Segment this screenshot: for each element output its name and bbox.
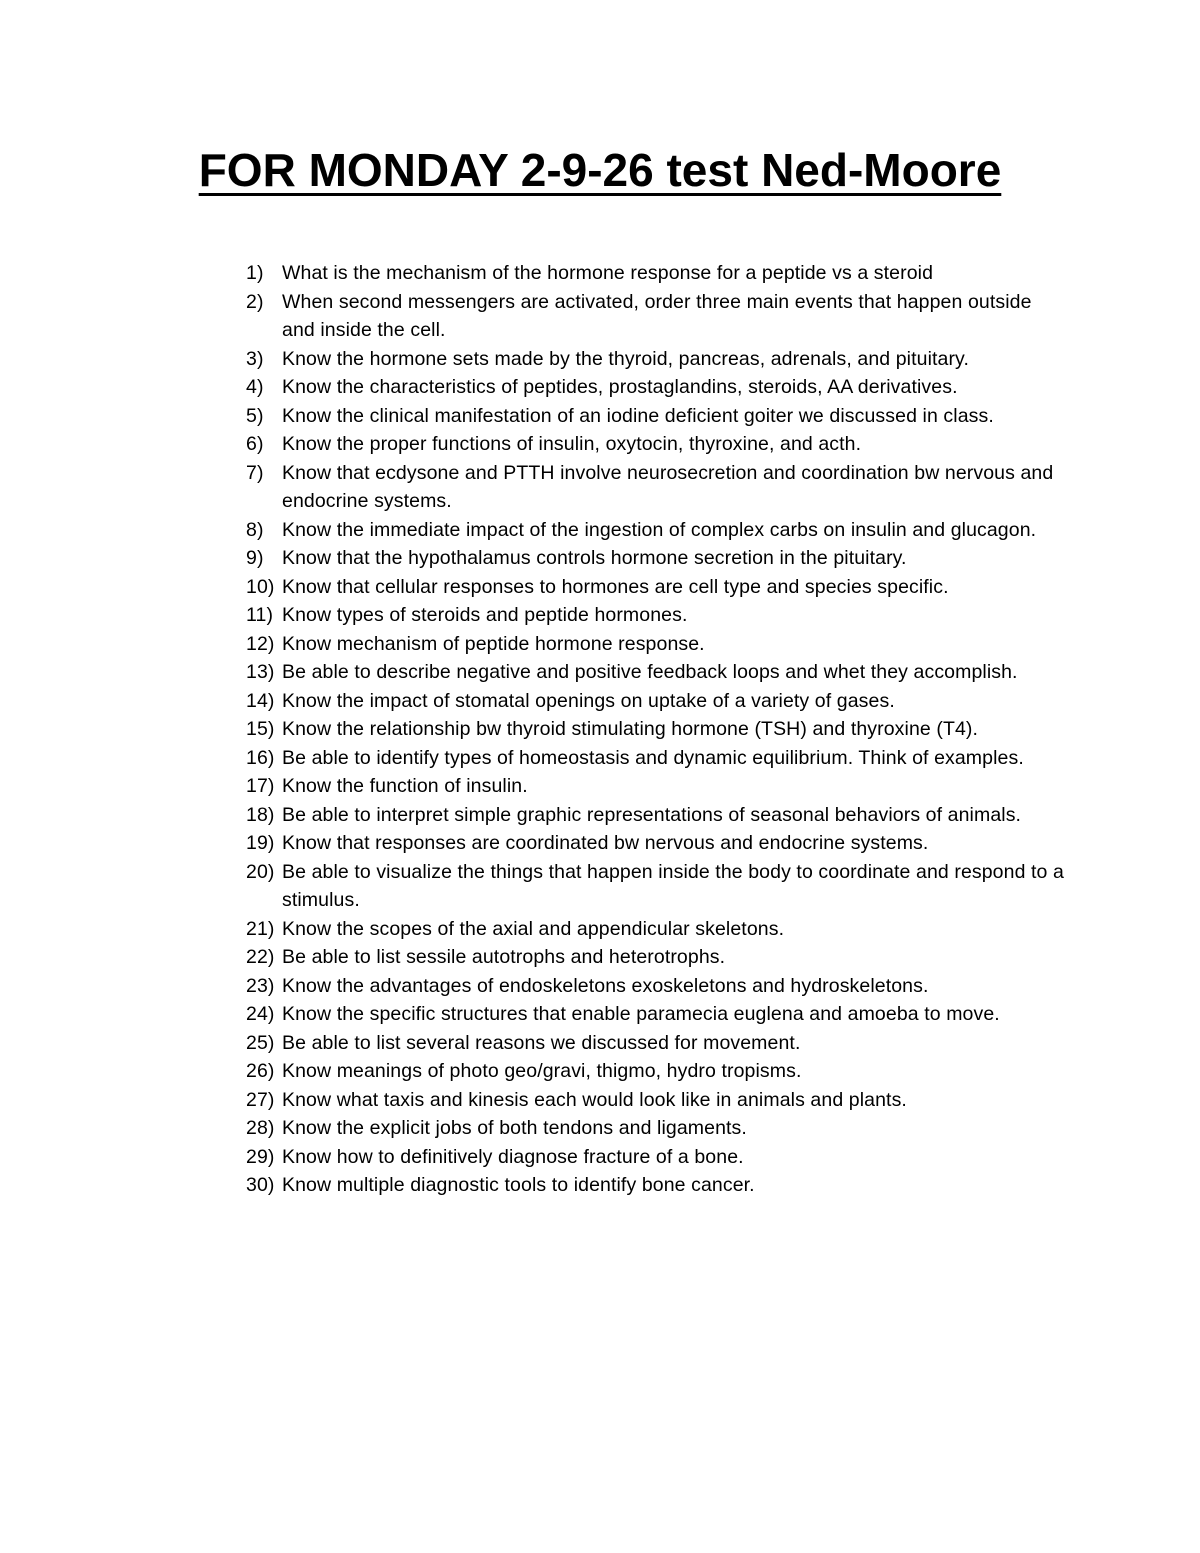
list-item-number: 4) [246, 376, 264, 398]
list-item-number: 22) [246, 946, 275, 968]
list-item [246, 829, 1066, 858]
question-list [246, 259, 1066, 1200]
list-item-number: 2) [246, 290, 264, 313]
list-item-text: Know that cellular responses to hormones are cell type and species specific. [282, 575, 949, 598]
list-item [246, 402, 1066, 431]
list-item-number: 5) [246, 404, 264, 427]
list-item [246, 573, 1066, 602]
list-item [246, 858, 1066, 915]
list-item-text: Know multiple diagnostic tools to identify bone cancer. [282, 1174, 755, 1196]
list-item-number: 24) [246, 1003, 275, 1025]
list-item-number: 3) [246, 347, 264, 370]
list-item-number: 28) [246, 1117, 275, 1139]
list-item-text: Be able to visualize the things that happen inside the body to coordinate and respond to a stimulus. [282, 860, 1064, 911]
list-item-text: Be able to interpret simple graphic representations of seasonal behaviors of animals. [282, 803, 1022, 826]
list-item-text: Know the relationship bw thyroid stimulating hormone (TSH) and thyroxine (T4). [282, 718, 979, 740]
list-item-text: Be able to describe negative and positive feedback loops and whet they accomplish. [282, 661, 1018, 683]
list-item-number: 29) [246, 1145, 275, 1168]
list-item-number: 6) [246, 433, 264, 455]
list-item [246, 459, 1066, 516]
list-item [246, 345, 1066, 374]
list-item [246, 1029, 1066, 1058]
list-item [246, 1000, 1066, 1029]
list-item-number: 13) [246, 661, 275, 683]
list-item-text: Know the specific structures that enable paramecia euglena and amoeba to move. [282, 1003, 1000, 1025]
list-item-number: 26) [246, 1060, 275, 1082]
list-item [246, 1057, 1066, 1086]
list-item-text: Know that the hypothalamus controls hormone secretion in the pituitary. [282, 547, 907, 569]
list-item-text: Know the advantages of endoskeletons exoskeletons and hydroskeletons. [282, 974, 929, 997]
list-item-text: Know that ecdysone and PTTH involve neurosecretion and coordination bw nervous and endocrine systems. [282, 461, 1054, 512]
list-item-number: 27) [246, 1088, 275, 1111]
list-item [246, 544, 1066, 573]
list-item-number: 19) [246, 832, 275, 854]
list-item-text: Know mechanism of peptide hormone response. [282, 632, 705, 655]
list-item-number: 15) [246, 718, 275, 740]
list-item-text: Know the immediate impact of the ingestion of complex carbs on insulin and glucagon. [282, 518, 1037, 541]
list-item-text: Know the impact of stomatal openings on uptake of a variety of gases. [282, 689, 895, 712]
list-item-text: Know the characteristics of peptides, prostaglandins, steroids, AA derivatives. [282, 376, 958, 398]
list-item-number: 25) [246, 1031, 275, 1054]
list-item-text: Know the function of insulin. [282, 775, 528, 797]
list-item-text: What is the mechanism of the hormone response for a peptide vs a steroid [282, 262, 934, 284]
list-item [246, 915, 1066, 944]
list-item-number: 14) [246, 689, 275, 712]
list-item [246, 601, 1066, 630]
list-item-number: 30) [246, 1174, 275, 1196]
list-item-text: Be able to list sessile autotrophs and heterotrophs. [282, 946, 726, 968]
list-item [246, 687, 1066, 716]
list-item [246, 630, 1066, 659]
list-item-text: Know types of steroids and peptide hormones. [282, 604, 688, 626]
list-item [246, 715, 1066, 744]
list-item [246, 1086, 1066, 1115]
list-item-number: 20) [246, 860, 275, 883]
list-item-number: 9) [246, 547, 264, 569]
page-title [0, 138, 1200, 202]
list-item-number: 23) [246, 974, 275, 997]
list-item [246, 658, 1066, 687]
list-item [246, 772, 1066, 801]
list-item-number: 21) [246, 917, 275, 940]
list-item-number: 8) [246, 518, 264, 541]
list-item-text: Know the proper functions of insulin, oxytocin, thyroxine, and acth. [282, 433, 862, 455]
list-item [246, 288, 1066, 345]
list-item [246, 373, 1066, 402]
list-item-text: Know the scopes of the axial and appendicular skeletons. [282, 917, 785, 940]
list-item-text: Know what taxis and kinesis each would look like in animals and plants. [282, 1088, 907, 1111]
list-item [246, 1114, 1066, 1143]
list-item [246, 744, 1066, 773]
list-item-text: Know that responses are coordinated bw nervous and endocrine systems. [282, 832, 929, 854]
list-item-text: Be able to identify types of homeostasis and dynamic equilibrium. Think of examples. [282, 746, 1024, 769]
list-item-text: When second messengers are activated, order three main events that happen outside and inside the cell. [282, 290, 1032, 341]
list-item-number: 1) [246, 262, 264, 284]
list-item-text: Be able to list several reasons we discussed for movement. [282, 1031, 801, 1054]
list-item-text: Know the hormone sets made by the thyroid, pancreas, adrenals, and pituitary. [282, 347, 969, 370]
list-item-text: Know the clinical manifestation of an iodine deficient goiter we discussed in class. [282, 404, 994, 427]
list-item [246, 1171, 1066, 1200]
list-item-text: Know meanings of photo geo/gravi, thigmo, hydro tropisms. [282, 1060, 802, 1082]
list-item [246, 430, 1066, 459]
list-item [246, 259, 1066, 288]
page-title-text: FOR MONDAY 2-9-26 test Ned-Moore [198, 144, 1002, 196]
list-item-text: Know how to definitively diagnose fracture of a bone. [282, 1145, 744, 1168]
list-item-number: 16) [246, 746, 275, 769]
list-item-number: 12) [246, 632, 275, 655]
list-item-number: 10) [246, 575, 275, 598]
list-item-number: 7) [246, 461, 264, 484]
list-item [246, 801, 1066, 830]
list-item-number: 18) [246, 803, 275, 826]
list-item [246, 943, 1066, 972]
list-item-number: 17) [246, 775, 275, 797]
list-item [246, 1143, 1066, 1172]
list-item [246, 516, 1066, 545]
list-item-number: 11) [246, 604, 274, 626]
list-item [246, 972, 1066, 1001]
list-item-text: Know the explicit jobs of both tendons and ligaments. [282, 1117, 747, 1139]
